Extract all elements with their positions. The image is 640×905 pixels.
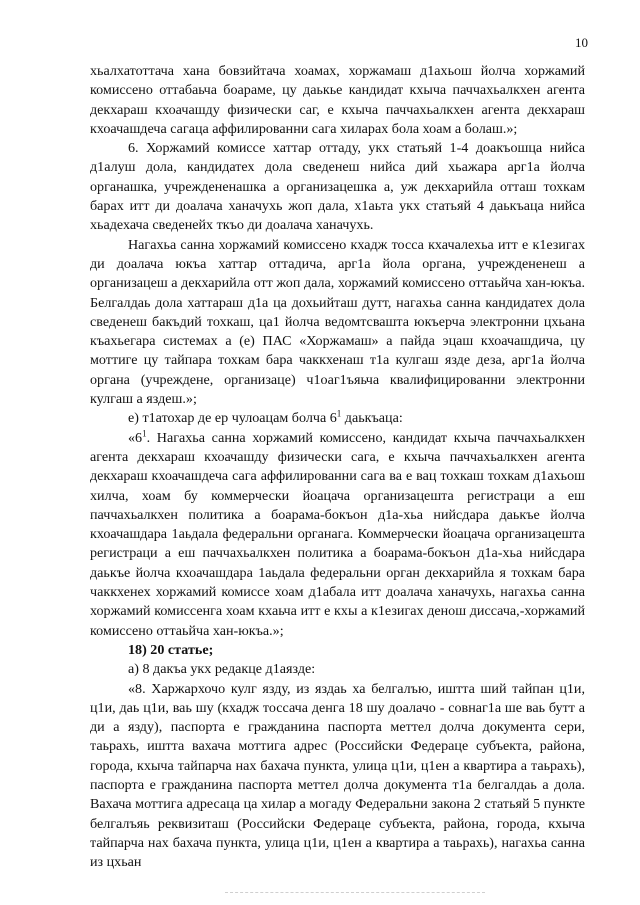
- paragraph-article-heading: 18) 20 статье;: [128, 641, 214, 658]
- item-6-1-text: . Нагахьа санна хоржамий комиссено, кандидат кхыча паччахьалкхен агента декхараш кхоачашду физически сага, е кхыча паччахьалкхен агента декхараш кхоачашдеча сага аффилированни сага ва е вац тохкаш тохкам д1ахьош хилча, хоам бу коммерчески йоацача организацешта регистраци а еш паччахьалкхен политика а боарама-бокъон д1а-хьа нийсдара даькъе йолча кхоачашдара 1аьдала федеральни органага. Коммерчески йоацача организацешта регистраци а еш паччахьалкхен политика а боарама-бокъон д1а-хьа нийсдара даькъе йолча кхоачашдара 1аьдала федеральни орган декхарийла я тохкам бара чаккхенех хоржамий комиссе хоам д1абала итт доалача ханачухь, нагахьа санна хоржамий комиссенга хоам кхаьча итт е кхы а к1езигах денош диссача,-хоржамий комиссено оттаьйча хан-юкъа.»;: [90, 429, 585, 639]
- page-number: 10: [575, 35, 588, 50]
- paragraph-subitem-a: а) 8 дакъа укх редакце д1аязде:: [128, 661, 316, 678]
- item-6-1-open: «6: [128, 429, 143, 446]
- footer-rule: [225, 892, 485, 893]
- superscript: 1: [336, 408, 342, 419]
- paragraph-item-6: 6. Хоржамий комиссе хаттар оттаду, укх статьяй 1-4 доакъошца нийса д1алуш дола, кандидатех дола сведенеш нийса дий хьажара арг1а йолча органашка, учреждененашка а организацешка а, уж декхарийла отташ тохкам барах итт ди доалача ханачухь жоп дала, х1аьта укх статьяй 4 даькъаца нийса хьадехача сведенейх ткъо ди доалача ханачухь.: [90, 140, 585, 234]
- paragraph-subitem-e: [90, 409, 585, 428]
- subitem-e-end: даькъаца:: [341, 410, 403, 427]
- paragraph-continuation: хьалхатоттача хана бовзийтача хоамах, хоржамаш д1ахьош йолча хоржамий комиссено оттабаьча боараме, цу даькье кандидат кхыча паччахьалкхен агента декхараш кхоачашду физически саг, е кхыча паччахьалкхен агента декхараш кхоачашдеча сагаца аффилированни сага хиларах бола хоам а болаш.»;: [90, 63, 585, 137]
- superscript: 1: [142, 427, 147, 438]
- paragraph-item-6-1: [90, 429, 585, 641]
- paragraph-nagahya: Нагахьа санна хоржамий комиссено кхадж тосса кхачалехьа итт е к1езигах ди доалача юкъа хаттар оттадича, арг1а йола органа, учреждененеш а организацеш а декхарийла отт жоп дала, хоржамий комиссено оттаьйча хан-юкъа. Белгалдаь дола хаттараш д1а ца дохьийташ дутт, нагахьа санна кандидатех дола сведенеш бакъдий тохкаш, ца1 йолча ведомтсвашта юкъерча электронни цхьана къахьегара системах а (е) ПАС «Хоржамаш» а пайда эцаш кхоачашдича, цу моттиге цу тайпара тохкам бара чаккхенаш т1а кулгаш язде деза, арг1а йолча органа (учреждене, организаце) ч1оаг1ъяьча квалифицированни электронни кулгаш а яздеш.»;: [90, 236, 585, 408]
- document-body: [90, 62, 585, 872]
- paragraph-item-8: «8. Харжархочо кулг язду, из яздаь ха белгалъю, иштта ший тайпан ц1и, ц1и, даь ц1и, ваь шу (кхадж тоссача денга 18 шу доалачо - совнаг1а ше ваь бутт а ди а язду), паспорта е гражданина паспорта меттел долча документа сери, таьрахь, иштта вахача моттига адрес (Российски Федераце субъекта, района, города, кхыча тайпарча нах бахача пункта, улица ц1и, ц1ен а квартира а таьрахь), паспорта е гражданина паспорта меттел долча документа т1а белгалдаь а дола. Вахача моттига адресаца ца хилар а могаду Федеральни закона 2 статьяй 5 пункте белгалъяь реквизиташ (Российски Федераце субъекта, района, города, кхыча тайпарча нах бахача пункта, улица ц1и, ц1ен а квартира а таьрахь), нагахьа санна из цхьан: [90, 680, 585, 871]
- subitem-e-text: е) т1атохар де ер чулоацам болча 6: [128, 410, 337, 427]
